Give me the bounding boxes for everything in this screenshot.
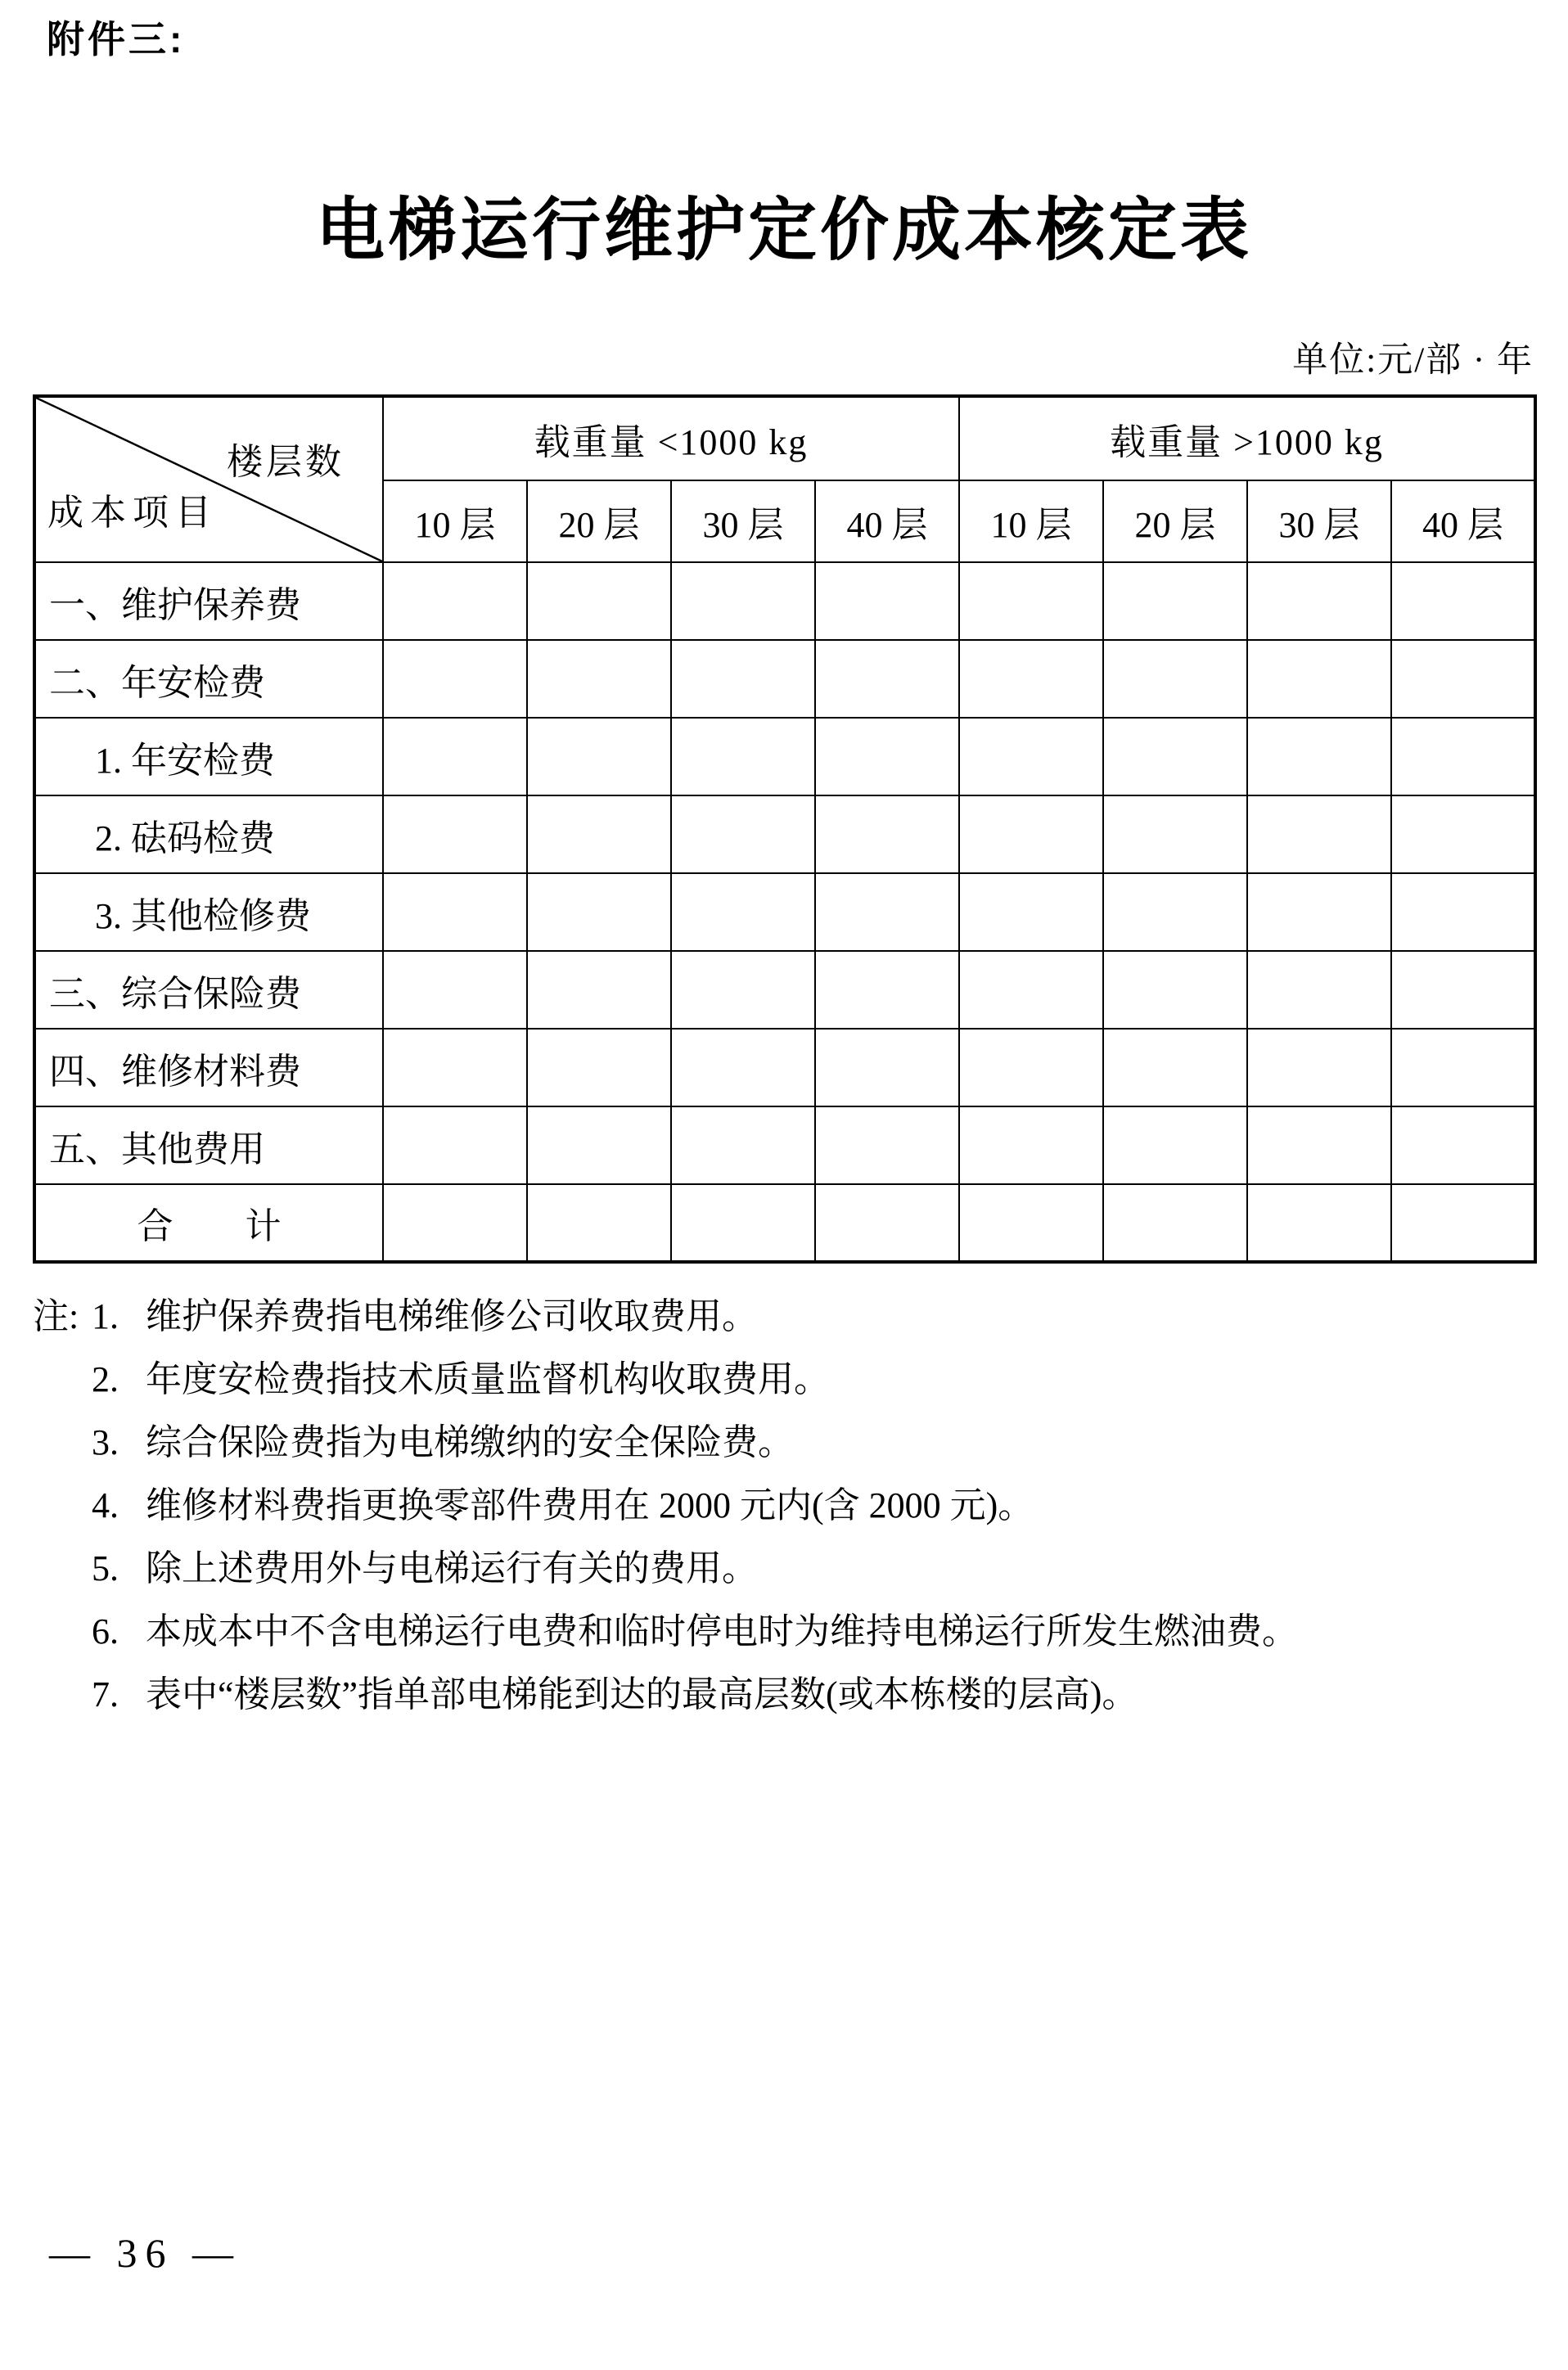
value-cell xyxy=(527,1184,671,1262)
attachment-label: 附件三: xyxy=(47,18,186,61)
value-cell xyxy=(383,873,527,951)
table-row xyxy=(34,951,1535,1029)
value-cell xyxy=(1247,795,1391,873)
note-number: 3. xyxy=(92,1422,119,1462)
column-header: 30 层 xyxy=(671,480,815,562)
row-label-material-fee: 四、维修材料费 xyxy=(34,1029,383,1106)
group-header-load-under-1000: 载重量 <1000 kg xyxy=(383,396,959,480)
table-row xyxy=(34,1106,1535,1184)
value-cell xyxy=(671,1184,815,1262)
value-cell xyxy=(1103,873,1247,951)
value-cell xyxy=(671,795,815,873)
column-header: 40 层 xyxy=(1391,480,1535,562)
group-header-load-over-1000: 载重量 >1000 kg xyxy=(959,396,1535,480)
header-row-groups xyxy=(34,396,1535,480)
value-cell xyxy=(1247,1184,1391,1262)
notes-section xyxy=(33,1285,1547,1726)
value-cell xyxy=(383,718,527,795)
column-header: 40 层 xyxy=(815,480,959,562)
value-cell xyxy=(1391,718,1535,795)
value-cell xyxy=(527,718,671,795)
value-cell xyxy=(527,640,671,718)
value-cell xyxy=(959,1029,1103,1106)
note-number: 6. xyxy=(92,1611,119,1651)
value-cell xyxy=(1247,951,1391,1029)
value-cell xyxy=(959,562,1103,640)
value-cell xyxy=(1103,1029,1247,1106)
value-cell xyxy=(527,795,671,873)
value-cell xyxy=(1247,873,1391,951)
value-cell xyxy=(1391,1106,1535,1184)
row-label-weight-inspection: 2. 砝码检费 xyxy=(34,795,383,873)
value-cell xyxy=(1391,640,1535,718)
value-cell xyxy=(959,1106,1103,1184)
value-cell xyxy=(671,640,815,718)
value-cell xyxy=(815,718,959,795)
table-row xyxy=(34,718,1535,795)
value-cell xyxy=(527,873,671,951)
row-label-annual-inspection: 二、年安检费 xyxy=(34,640,383,718)
table-row xyxy=(34,562,1535,640)
value-cell xyxy=(815,873,959,951)
column-header: 20 层 xyxy=(527,480,671,562)
value-cell xyxy=(815,562,959,640)
value-cell xyxy=(1391,562,1535,640)
value-cell xyxy=(527,951,671,1029)
value-cell xyxy=(1391,1029,1535,1106)
row-label-maintenance-fee: 一、维护保养费 xyxy=(34,562,383,640)
value-cell xyxy=(671,951,815,1029)
value-cell xyxy=(383,1184,527,1262)
note-item xyxy=(92,1663,1547,1726)
note-text: 维修材料费指更换零部件费用在 2000 元内(含 2000 元)。 xyxy=(146,1485,1034,1525)
corner-label-cost-item: 成本项目 xyxy=(47,493,218,533)
value-cell xyxy=(1247,718,1391,795)
value-cell xyxy=(383,1029,527,1106)
value-cell xyxy=(671,1106,815,1184)
value-cell xyxy=(815,795,959,873)
value-cell xyxy=(1391,1184,1535,1262)
value-cell xyxy=(527,1029,671,1106)
note-text: 表中“楼层数”指单部电梯能到达的最高层数(或本栋楼的层高)。 xyxy=(146,1674,1138,1714)
note-item xyxy=(92,1348,1547,1411)
value-cell xyxy=(1247,1106,1391,1184)
note-item xyxy=(33,1285,1547,1348)
value-cell xyxy=(959,795,1103,873)
value-cell xyxy=(1103,951,1247,1029)
value-cell xyxy=(671,873,815,951)
value-cell xyxy=(383,795,527,873)
value-cell xyxy=(1391,873,1535,951)
table-row-total xyxy=(34,1184,1535,1262)
value-cell xyxy=(1391,795,1535,873)
value-cell xyxy=(1103,1184,1247,1262)
value-cell xyxy=(527,1106,671,1184)
value-cell xyxy=(959,873,1103,951)
note-number: 1. xyxy=(92,1296,119,1336)
note-item xyxy=(92,1537,1547,1600)
value-cell xyxy=(383,562,527,640)
corner-cell xyxy=(34,396,383,562)
note-item xyxy=(92,1411,1547,1474)
column-header: 30 层 xyxy=(1247,480,1391,562)
note-text: 除上述费用外与电梯运行有关的费用。 xyxy=(146,1548,758,1588)
row-label-annual-inspection-sub: 1. 年安检费 xyxy=(34,718,383,795)
table-row xyxy=(34,640,1535,718)
table-row xyxy=(34,1029,1535,1106)
unit-label: 单位:元/部 · 年 xyxy=(1292,341,1534,380)
note-text: 综合保险费指为电梯缴纳的安全保险费。 xyxy=(146,1422,794,1462)
note-text: 本成本中不含电梯运行电费和临时停电时为维持电梯运行所发生燃油费。 xyxy=(146,1611,1298,1651)
column-header: 10 层 xyxy=(383,480,527,562)
corner-label-floors: 楼层数 xyxy=(227,442,345,482)
note-number: 7. xyxy=(92,1674,119,1714)
notes-lead: 注: xyxy=(33,1296,79,1336)
note-text: 维护保养费指电梯维修公司收取费用。 xyxy=(146,1296,758,1336)
note-number: 4. xyxy=(92,1485,119,1525)
value-cell xyxy=(671,718,815,795)
table-row xyxy=(34,795,1535,873)
value-cell xyxy=(1247,640,1391,718)
value-cell xyxy=(383,640,527,718)
value-cell xyxy=(671,562,815,640)
value-cell xyxy=(1247,562,1391,640)
value-cell xyxy=(959,718,1103,795)
value-cell xyxy=(1103,795,1247,873)
value-cell xyxy=(1103,562,1247,640)
row-label-total: 合 计 xyxy=(34,1184,383,1262)
page-title: 电梯运行维护定价成本核定表 xyxy=(315,193,1252,269)
note-item xyxy=(92,1600,1547,1663)
value-cell xyxy=(383,951,527,1029)
cost-table xyxy=(33,394,1537,1264)
value-cell xyxy=(1391,951,1535,1029)
column-header: 10 层 xyxy=(959,480,1103,562)
value-cell xyxy=(1103,1106,1247,1184)
row-label-other-fee: 五、其他费用 xyxy=(34,1106,383,1184)
value-cell xyxy=(959,640,1103,718)
value-cell xyxy=(383,1106,527,1184)
value-cell xyxy=(815,1029,959,1106)
value-cell xyxy=(959,1184,1103,1262)
note-number: 2. xyxy=(92,1359,119,1399)
row-label-insurance-fee: 三、综合保险费 xyxy=(34,951,383,1029)
value-cell xyxy=(1247,1029,1391,1106)
value-cell xyxy=(815,1184,959,1262)
value-cell xyxy=(1103,640,1247,718)
table-row xyxy=(34,873,1535,951)
value-cell xyxy=(815,1106,959,1184)
value-cell xyxy=(959,951,1103,1029)
page-number: — 36 — xyxy=(49,2230,241,2276)
value-cell xyxy=(815,951,959,1029)
value-cell xyxy=(527,562,671,640)
note-item xyxy=(92,1474,1547,1537)
row-label-other-repair: 3. 其他检修费 xyxy=(34,873,383,951)
note-text: 年度安检费指技术质量监督机构收取费用。 xyxy=(146,1359,830,1399)
value-cell xyxy=(815,640,959,718)
column-header: 20 层 xyxy=(1103,480,1247,562)
value-cell xyxy=(1103,718,1247,795)
note-number: 5. xyxy=(92,1548,119,1588)
value-cell xyxy=(671,1029,815,1106)
